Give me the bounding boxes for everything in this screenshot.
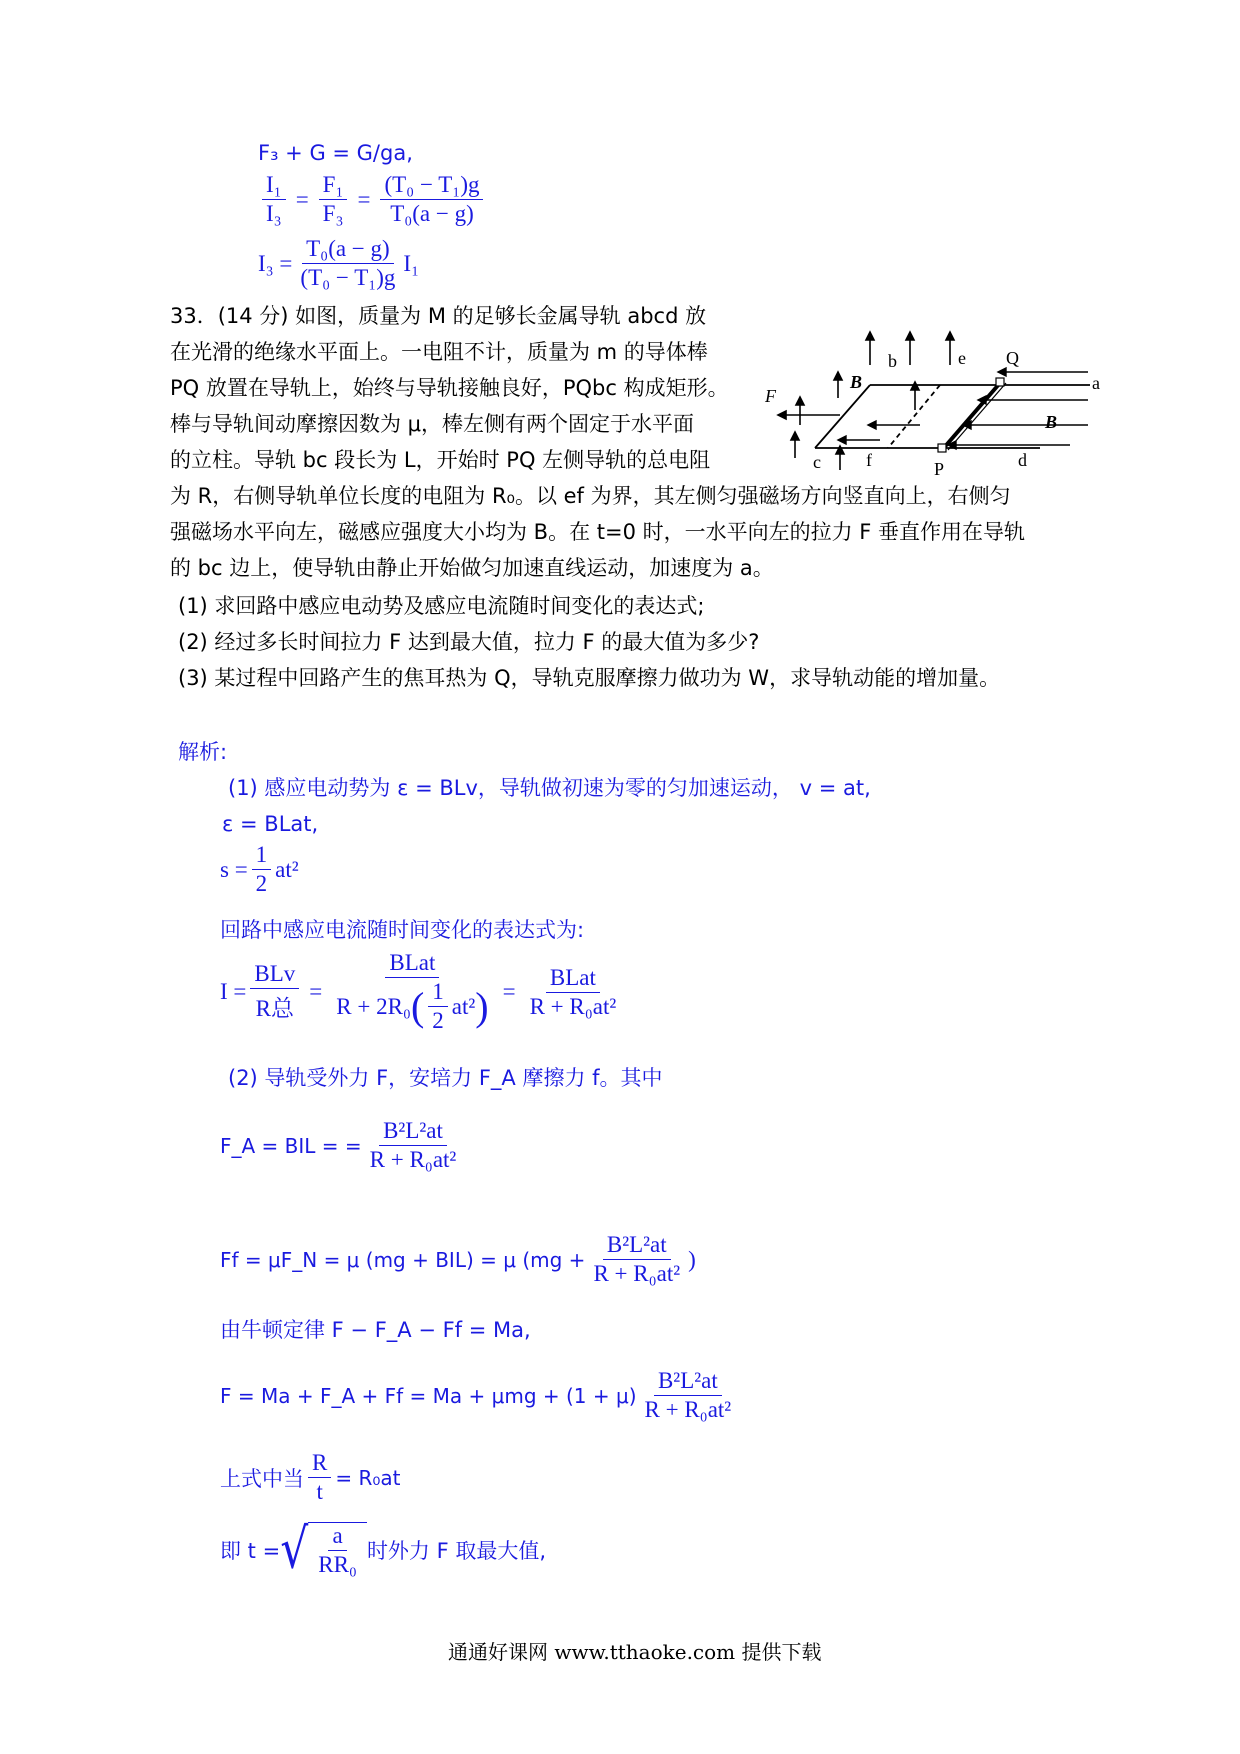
problem-line-7: 强磁场水平向左，磁感应强度大小均为 B。在 t=0 时，一水平向左的拉力 F 垂直作用在导轨 [170, 520, 1026, 544]
problem-line-8: 的 bc 边上，使导轨由静止开始做匀加速直线运动，加速度为 a。 [170, 556, 774, 580]
eq-condition [220, 1450, 400, 1505]
problem-line-4: 棒与导轨间动摩擦因数为 μ，棒左侧有两个固定于水平面 [170, 412, 695, 436]
rod-pq-edge [948, 383, 1006, 450]
label-d: d [1018, 450, 1027, 470]
problem-line-5: 的立柱。导轨 bc 段长为 L，开始时 PQ 左侧导轨的总电阻 [170, 448, 711, 472]
question-3: (3) 某过程中回路产生的焦耳热为 Q，导轨克服摩擦力做功为 W，求导轨动能的增加量。 [178, 666, 1001, 690]
eq-rhs: = R₀at [335, 1465, 401, 1490]
force-arrow [778, 411, 840, 419]
frac-den: 2 [255, 871, 268, 896]
eq-friction [220, 1232, 696, 1287]
frac-num: BLv [250, 961, 299, 989]
eq-lhs: I = [220, 979, 247, 1004]
eq-lhs: Ff = μF_N = μ (mg + BIL) = μ (mg + [220, 1247, 586, 1272]
frac-den: t [316, 1479, 323, 1504]
solution-heading: 解析: [178, 740, 228, 764]
label-f: f [866, 450, 872, 470]
eq-rhs: 时外力 F 取最大值, [366, 1539, 547, 1563]
label-p: P [934, 459, 945, 479]
eq-current: I = $\frac{\text{BLv}}{\text{R总}}$ = BLat R + 2R₀ ( $\frac{1}{2}$ at² ) = $\frac{\text{BLat}}{\text{R + R₀at²}}$ [220, 950, 624, 1034]
boundary-ef [888, 385, 940, 448]
frac-num: (T₀ − T₁)g [380, 172, 483, 200]
frac-den: R + R₀at² [369, 1147, 457, 1172]
frac-num: 1 [428, 979, 448, 1007]
frac-den: RR₀ [318, 1552, 357, 1577]
label-e: e [958, 348, 966, 368]
page-footer: 通通好课网 www.tthaoke.com 提供下载 [448, 1640, 822, 1664]
den-part: R + 2R₀ [336, 993, 411, 1019]
post-q [996, 378, 1004, 386]
eq-lhs: F = Ma + F_A + Ff = Ma + μmg + (1 + μ) [220, 1383, 637, 1408]
eq-lhs: I₃ = [258, 250, 293, 276]
eq-f3-g: F₃ + G = G/ga, [258, 141, 413, 165]
eq-rhs: ) [688, 1246, 696, 1272]
frac-den: 2 [432, 1008, 444, 1033]
eq-current-ratio: $\frac{\text{I₁}}{\text{I₃}}$ = $\frac{\text{F₁}}{\text{F₃}}$ = $\frac{\text{(T₀ − T₁)g}}{\text{T₀(a − g)}}$ [258, 172, 487, 227]
eq-lhs: 即 t = [220, 1539, 281, 1563]
problem-line-6: 为 R，右侧导轨单位长度的电阻为 R₀。以 ef 为界，其左侧匀强磁场方向竖直向上，右侧匀 [170, 484, 1011, 508]
frac-num: 1 [252, 842, 272, 870]
label-c: c [813, 452, 821, 472]
post-p [938, 444, 946, 452]
label-b: b [888, 351, 897, 371]
solution-step-6: (2) 导轨受外力 F，安培力 F_A 摩擦力 f。其中 [228, 1066, 663, 1090]
solution-step-2: ε = BLat, [222, 812, 319, 836]
frac-den: R + R₀at² [593, 1261, 681, 1286]
frac-num: B²L²at [379, 1118, 447, 1146]
label-q: Q [1006, 348, 1019, 368]
rod-pq [942, 383, 1000, 450]
horizontal-field-arrows [838, 368, 1088, 449]
label-field-b-left: B [850, 372, 863, 392]
eq-rhs: I₁ [403, 250, 420, 276]
frac-den: R + R₀at² [529, 993, 617, 1019]
eq-rhs: at² [275, 856, 299, 882]
frac-den: (T₀ − T₁)g [300, 265, 396, 290]
frac-den: I₃ [266, 201, 282, 226]
question-1: (1) 求回路中感应电动势及感应电流随时间变化的表达式; [178, 594, 705, 618]
question-2: (2) 经过多长时间拉力 F 达到最大值，拉力 F 的最大值为多少? [178, 630, 760, 654]
frac-num: B²L²at [654, 1368, 722, 1396]
frac-den: F₃ [322, 201, 344, 226]
frac-num: BLat [385, 950, 439, 978]
frac-den: R总 [255, 996, 294, 1021]
frac-num: R [308, 1450, 331, 1478]
solution-step-1: (1) 感应电动势为 ε = BLv，导轨做初速为零的匀加速运动， v = at, [228, 776, 871, 800]
den-part: at² [451, 993, 476, 1019]
frac-num: B²L²at [603, 1232, 671, 1260]
eq-displacement [220, 842, 299, 897]
label-a: a [1092, 373, 1100, 393]
frac-den: R + R₀at² [644, 1397, 732, 1422]
vertical-field-arrows [791, 332, 954, 470]
frac-num: T₀(a − g) [302, 236, 394, 264]
eq-lhs: 上式中当 [220, 1466, 304, 1491]
frac-den: R + 2R₀ ( $\frac{1}{2}$ at² ) [336, 979, 489, 1033]
frac-den: T₀(a − g) [390, 201, 474, 226]
eq-time [220, 1517, 547, 1582]
eq-i3 [258, 236, 419, 291]
eq-lhs: s = [220, 856, 248, 882]
solution-step-4: 回路中感应电流随时间变化的表达式为: [220, 918, 585, 942]
eq-ampere-force [220, 1118, 464, 1173]
label-force-f: F [765, 386, 776, 406]
frac-num: F₁ [319, 172, 348, 200]
frac-num: BLat [546, 965, 600, 993]
problem-line-1: 33．(14 分) 如图，质量为 M 的足够长金属导轨 abcd 放 [170, 304, 707, 328]
solution-step-9: 由牛顿定律 F − F_A − Ff = Ma, [220, 1318, 531, 1342]
problem-line-3: PQ 放置在导轨上，始终与导轨接触良好，PQbc 构成矩形。 [170, 376, 729, 400]
frac-num: I₁ [262, 172, 286, 200]
eq-lhs: F_A = BIL = = [220, 1133, 362, 1158]
rail-diagram [765, 340, 1110, 490]
frac-num: a [328, 1523, 346, 1551]
sqrt-symbol: √ $\frac{a}{\text{RR₀}}$ [280, 1522, 367, 1578]
problem-line-2: 在光滑的绝缘水平面上。一电阻不计，质量为 m 的导体棒 [170, 340, 708, 364]
label-field-b-right: B [1045, 412, 1058, 432]
eq-total-force [220, 1368, 739, 1423]
